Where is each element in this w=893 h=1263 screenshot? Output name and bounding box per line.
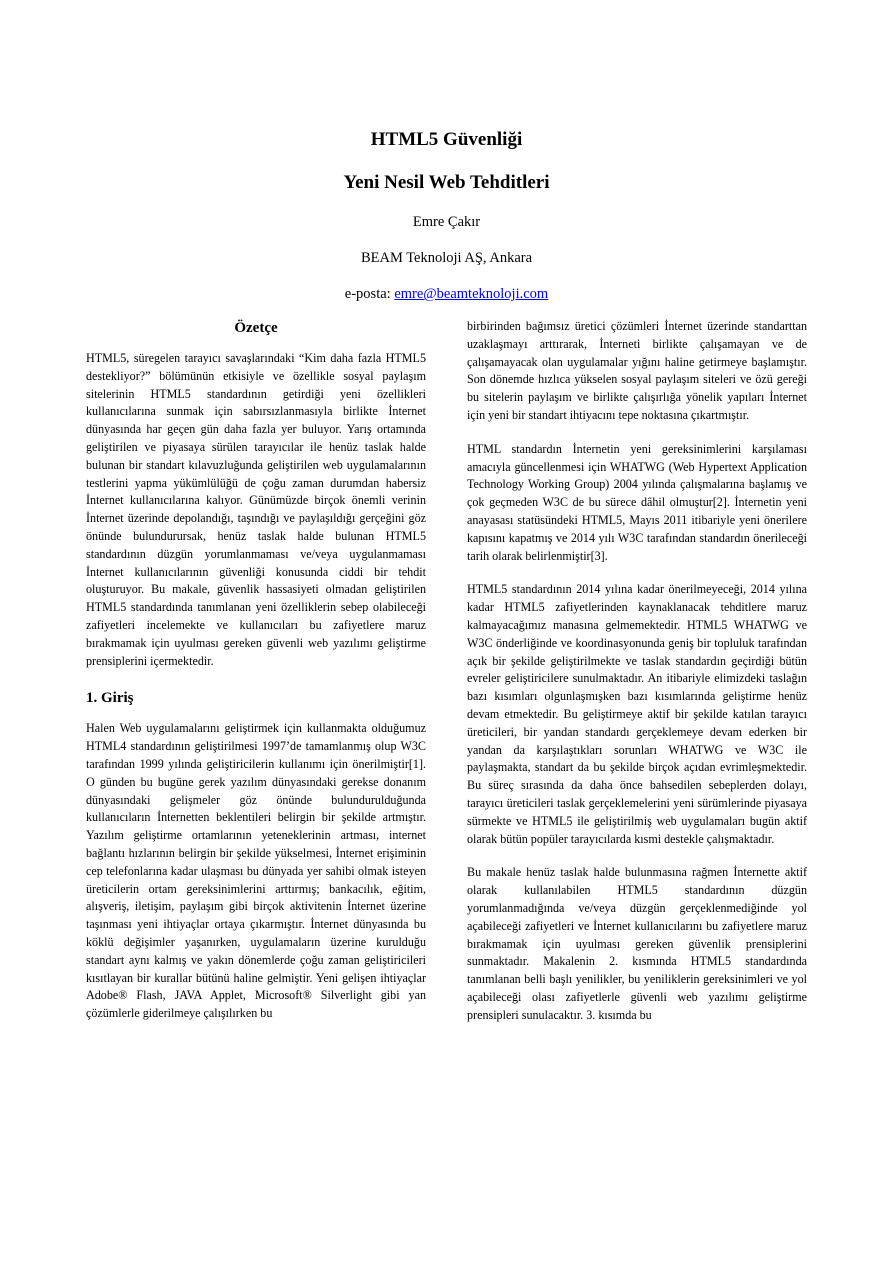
right-column	[467, 318, 807, 1040]
intro-paragraph-3: HTML5 standardının 2014 yılına kadar önerilmeyeceği, 2014 yılına kadar HTML5 zafiyetlerinden kaynaklanacak tehditlere maruz kalmayacağımız manasına gelmemektedir. HTML5 WHATWG ve W3C önderliğinde ve koordinasyonunda geniş bir topluluk tarafından açık bir şekilde geliştirilmekte ve taslak standardın geçirdiği bütün evreler geliştiricilere sunulmaktadır. An itibariyle elimizdeki taslağın bazı kısımları olgunlaşmışken bazı kısımlarında geliştirme henüz devam etmektedir. Bu geliştirmeye aktif bir şekilde katılan tarayıcı üreticileri, bir yandan standardı gerçeklemeye devam ederken bir yandan da karşılaştıkları sorunları WHATWG ve W3C ile paylaşmakta, standart da bu şekilde birçok açıdan evrimleşmektedir. Bu süreç sırasında da daha önce bahsedilen sebeplerden dolayı, tarayıcı üreticileri taslak gerçeklemelerini yeni sürümlerinde piyasaya sürmekte ve HTML5 ile geliştirilmiş web uygulamaları bugün aktif olarak bütün popüler tarayıcılarda kısmi destekle çalışmaktadır.	[467, 582, 807, 846]
abstract-text: HTML5, süregelen tarayıcı savaşlarındaki “Kim daha fazla HTML5 destekliyor?” bölümünün etkisiyle ve özellikle sosyal paylaşım sitelerinin HTML5 standardının getirdiği yeni özellikleri kullanıcılarına sunmak için sabırsızlanmasıyla birlikte İnternet dünyasında har geçen gün daha fazla yer buluyor. Yarış ortamında geliştirilen ve piyasaya sürülen tarayıcılar ile henüz taslak halde bulunan bir standart kılavuzluğunda geliştirilen web uygulamalarının testlerini yapma yükümlülüğü de çoğu zaman durumdan habersiz İnternet kullanıcılarına kalıyor. Günümüzde birçok önemli verinin İnternet üzerinde depolandığı, taşındığı ve paylaşıldığı gerçeğini göz önünde bulundurursak, henüz taslak halde bulunan HTML5 standardının düzgün yorumlanmaması ve/veya uygulanmaması İnternet kullanıcılarının güvenliği konusunda ciddi bir tehdit oluşturuyor. Bu makale, güvenlik hassasiyeti olmadan geliştirilen HTML5 standardında tanımlanan yeni özelliklerin sebep olabileceği zafiyetleri incelemekte ve kullanıcıları bu zafiyetlere maruz bırakmamak için uyulması gereken güvenli web yazılımı geliştirme prensiplerini içermektedir.	[86, 351, 426, 668]
section-heading-intro: 1. Giriş	[86, 690, 134, 707]
author-email-line	[0, 286, 893, 303]
email-link[interactable]: emre@beamteknoloji.com	[394, 286, 549, 302]
paper-subtitle: Yeni Nesil Web Tehditleri	[343, 172, 550, 193]
left-column	[86, 318, 426, 1039]
author-affiliation: BEAM Teknoloji AŞ, Ankara	[360, 250, 533, 266]
author-name: Emre Çakır	[412, 214, 481, 230]
intro-paragraph-1-continued: birbirinden bağımsız üretici çözümleri İnternet üzerinde standarttan uzaklaşmayı arttırarak, İnterneti birlikte çalışamayan ve de çalışamayacak olan uygulamalar yığını haline getirmeye başlamıştır. Son dönemde hızlıca yükselen sosyal paylaşım siteleri ve özü gereği bu sitelerin paylaşım ve birlikte çalışırlığa yönelik yapıları İnternet için yeni bir standart ihtiyacını tepe noktasına çıkartmıştır.	[467, 319, 807, 422]
email-label: e-posta:	[344, 286, 395, 302]
intro-paragraph-4: Bu makale henüz taslak halde bulunmasına rağmen İnternette aktif olarak kullanılabilen HTML5 standardının düzgün yorumlanmadığında ve/veya düzgün gerçeklenmediğinde yol açabileceği zafiyetleri ve İnternet kullanıcılarını bu zafiyetlere maruz bırakmamak için uyulması gereken güvenlik prensiplerini sunmaktadır. Makalenin 2. kısmında HTML5 standardında tanımlanan belli başlı yenilikler, bu yeniliklerin gereksinimleri ve yol açabileceği olası zafiyetlerle güvenli web yazılımı geliştirme prensipleri sunulacaktır. 3. kısımda bu	[467, 865, 807, 1022]
paper-title: HTML5 Güvenliği	[370, 129, 523, 150]
intro-paragraph-1: Halen Web uygulamalarını geliştirmek için kullanmakta olduğumuz HTML4 standardının geliştirilmesi 1997’de tamamlanmış olup W3C tarafından 1999 yılında geliştiricilerin kullanımı için önerilmiştir[1]. O günden bu bugüne gerek yazılım dünyasındaki gerekse donanım dünyasındaki gelişmeler göz önünde bulundurulduğunda kullanıcıların İnternetten beklentileri belirgin bir şekilde artmıştır. Yazılım geliştirme ortamlarının yeteneklerinin artması, internet bağlantı hızlarının belirgin bir şekilde yükselmesi, İnternet erişiminin cep telefonlarına kadar ulaşması bu dünyada yer sahibi olmak isteyen üreticilerin ortam gereksinimlerini arttırmış; bankacılık, eğitim, alışveriş, iletişim, paylaşım gibi birçok aktivitenin İnternet üzerine taşınması yeni ihtiyaçlar ortaya çıkarmıştır. İnternet dünyasında bu köklü değişimler yaşanırken, uygulamaların üzerine kurulduğu standart aynı kalmış ve yakın dönemlerde çoğu zaman geliştiricileri kısıtlayan bir kurallar bütünü haline gelmiştir. Yeni gelişen ihtiyaçlar Adobe® Flash, JAVA Applet, Microsoft® Silverlight gibi yan çözümlerle giderilmeye çalışılırken bu	[86, 721, 426, 1021]
abstract-heading: Özetçe	[234, 320, 278, 336]
intro-paragraph-2: HTML standardın İnternetin yeni gereksinimlerini karşılaması amacıyla güncellenmesi için WHATWG (Web Hypertext Application Technology Working Group) 2004 yılında çalışmalarına başlamış ve çok geçmeden W3C de bu sürece dâhil olmuştur[2]. İnternetin yeni anayasası statüsündeki HTML5, Mayıs 2011 itibariyle yeni önerilere kapısını kapatmış ve 2014 yılı W3C tarafından standardın önerileceği tarih olarak belirlenmiştir[3].	[467, 441, 807, 563]
